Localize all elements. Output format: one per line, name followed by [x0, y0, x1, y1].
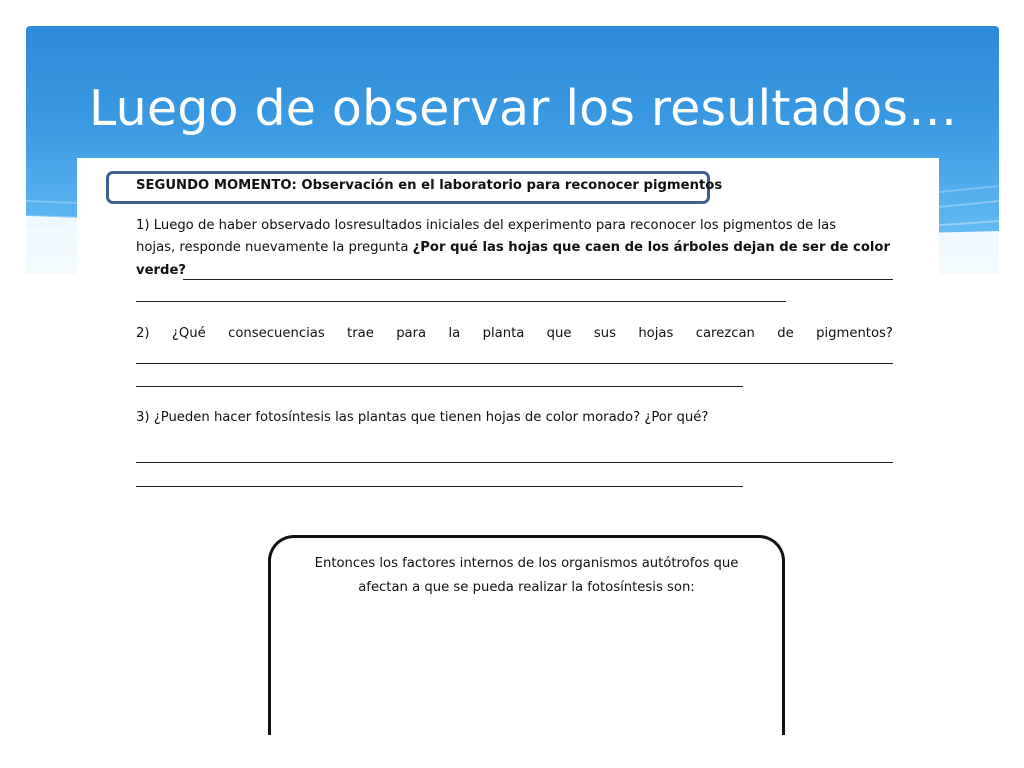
question-1-prompt: hojas, responde nuevamente la pregunta: [136, 240, 413, 255]
question-1-line-2: [136, 240, 890, 255]
answer-line: [136, 301, 786, 302]
question-2: [136, 326, 893, 341]
question-2-word: de: [777, 326, 794, 341]
question-2-word: carezcan: [695, 326, 755, 341]
question-2-word: que: [546, 326, 572, 341]
question-2-word: trae: [347, 326, 374, 341]
question-3: 3) ¿Pueden hacer fotosíntesis las plantas que tienen hojas de color morado? ¿Por qué?: [136, 410, 709, 425]
answer-line: [136, 462, 893, 463]
question-2-word: para: [396, 326, 427, 341]
answer-line: [136, 386, 743, 387]
conclusion-box: [268, 535, 785, 735]
section-title: SEGUNDO MOMENTO: Observación en el laboratorio para reconocer pigmentos: [136, 178, 723, 193]
answer-line: [136, 486, 743, 487]
question-2-number: 2): [136, 326, 150, 341]
slide-title: Luego de observar los resultados…: [89, 80, 958, 137]
conclusion-line-2: afectan a que se pueda realizar la fotosíntesis son:: [358, 580, 695, 595]
question-2-word: ¿Qué: [171, 326, 206, 341]
question-2-word: sus: [593, 326, 616, 341]
question-1-bold-question: ¿Por qué las hojas que caen de los árboles dejan de ser de color: [412, 240, 890, 255]
question-1-line-3: verde?: [136, 263, 187, 278]
question-2-word: la: [448, 326, 461, 341]
conclusion-line-1: Entonces los factores internos de los organismos autótrofos que: [314, 556, 739, 571]
question-2-word: hojas: [638, 326, 674, 341]
answer-line: [183, 279, 893, 280]
worksheet-image: [77, 158, 939, 716]
question-2-word: consecuencias: [228, 326, 325, 341]
answer-line: [136, 363, 893, 364]
question-1-line-1: 1) Luego de haber observado losresultados iniciales del experimento para reconocer los pigmentos de las: [136, 218, 837, 233]
question-2-word: planta: [482, 326, 525, 341]
question-2-word: pigmentos?: [816, 326, 893, 341]
